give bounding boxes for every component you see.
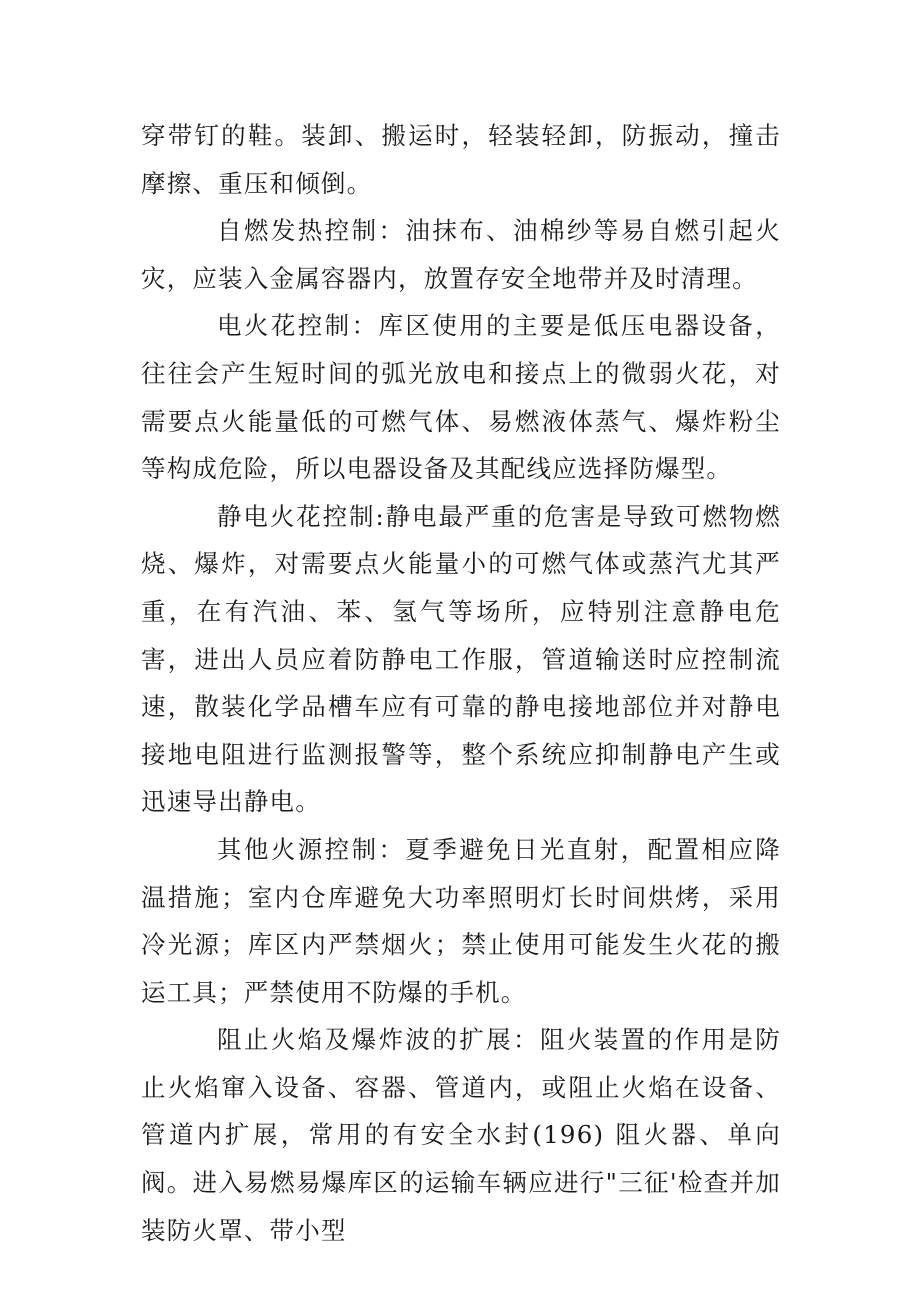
paragraph-flame-spread-prevention: 阻止火焰及爆炸波的扩展：阻火装置的作用是防止火焰窜入设备、容器、管道内，或阻止火焰在设备、管道内扩展，常用的有安全水封(196) 阻火器、单向阀。进入易燃易爆库区的运输车辆应进行"三征'检查并加装防火罩、带小型: [141, 1025, 781, 1245]
document-body: [141, 112, 781, 1254]
paragraph-electric-spark-control: 电火花控制：库区使用的主要是低压电器设备，往往会产生短时间的弧光放电和接点上的微弱火花，对需要点火能量低的可燃气体、易燃液体蒸气、爆炸粉尘等构成危险，所以电器设备及其配线应选择防爆型。: [141, 311, 781, 484]
paragraph-static-spark-control: 静电火花控制:静电最严重的危害是导致可燃物燃烧、爆炸，对需要点火能量小的可燃气体或蒸汽尤其严重，在有汽油、苯、氢气等场所，应特别注意静电危害，进出人员应着防静电工作服，管道输送时应控制流速，散装化学品槽车应有可靠的静电接地部位并对静电接地电阻进行监测报警等，整个系统应抑制静电产生或迅速导出静电。: [141, 501, 781, 817]
paragraph-self-heating-control: 自燃发热控制：油抹布、油棉纱等易自燃引起火灾，应装入金属容器内，放置存安全地带并及时清理。: [141, 216, 781, 293]
paragraph-shoes-handling: 穿带钉的鞋。装卸、搬运时，轻装轻卸，防振动，撞击摩擦、重压和倾倒。: [141, 121, 781, 198]
paragraph-other-ignition-control: 其他火源控制：夏季避免日光直射，配置相应降温措施；室内仓库避免大功率照明灯长时间烘烤，采用冷光源；库区内严禁烟火；禁止使用可能发生火花的搬运工具；严禁使用不防爆的手机。: [141, 834, 781, 1007]
